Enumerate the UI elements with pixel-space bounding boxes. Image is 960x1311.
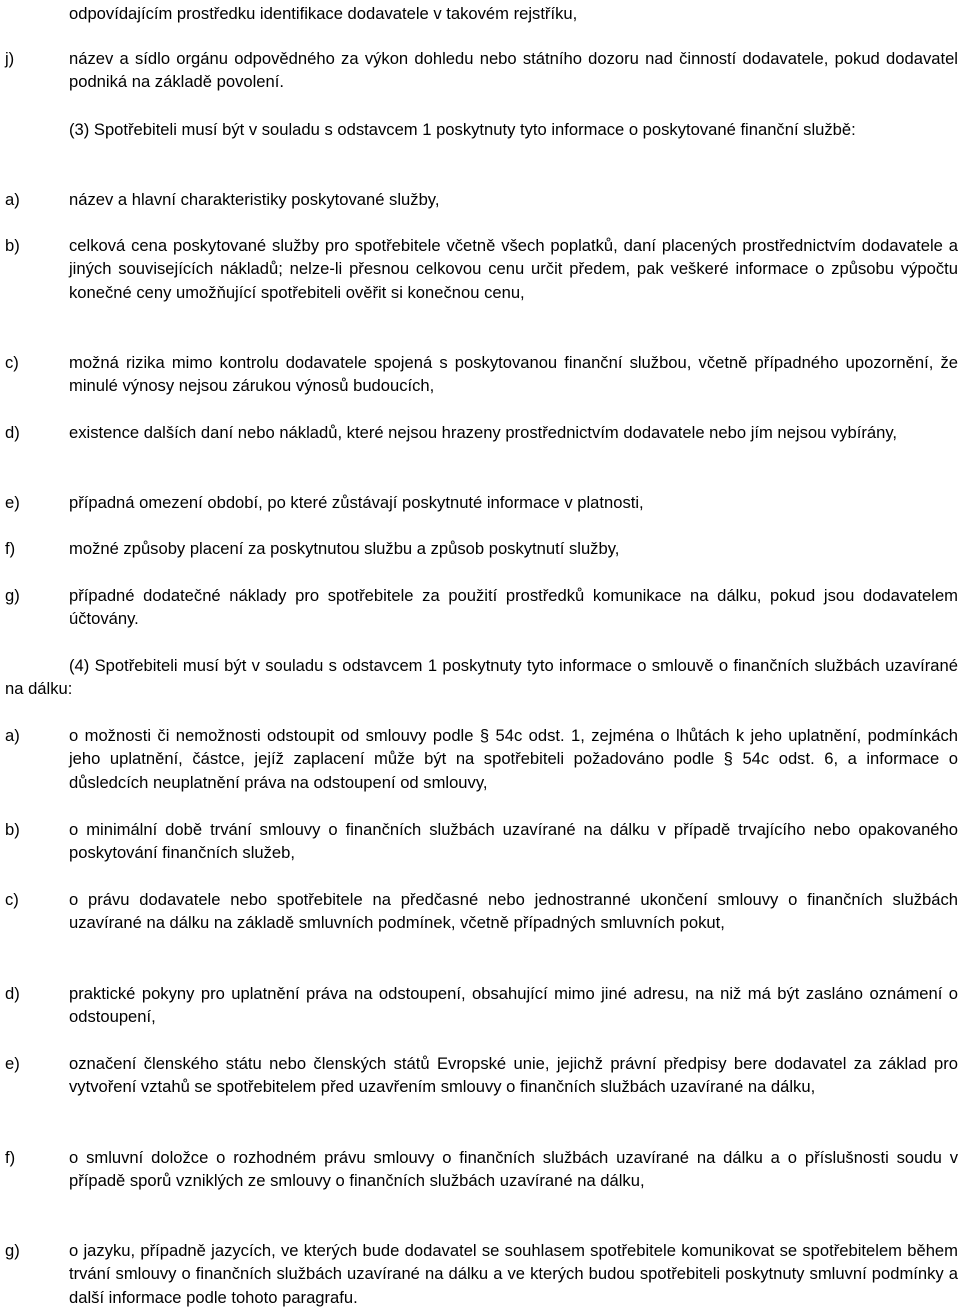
list-item-4g [5, 1239, 958, 1309]
list-item-text: existence dalších daní nebo nákladů, které nejsou hrazeny prostřednictvím dodavatele nebo jím nejsou vybírány, [69, 423, 898, 442]
list-item-text: název a hlavní charakteristiky poskytované služby, [69, 190, 440, 209]
list-item-3a [5, 188, 958, 211]
list-item-3g [5, 584, 958, 631]
list-item-text: o minimální době trvání smlouvy o finančních službách uzavírané na dálku v případě trvajícího nebo opakovaného poskytování finančních služeb, [69, 820, 958, 863]
list-item-label: b) [5, 820, 20, 839]
list-item-label: e) [5, 493, 20, 512]
list-item-text: o jazyku, případně jazycích, ve kterých bude dodavatel se souhlasem spotřebitele komunikovat se spotřebitelem během trvání smlouvy o finančních službách uzavírané na dálku a ve kterých budou spotřebiteli poskytnuty smluvní podmínky a další informace podle tohoto paragrafu. [69, 1241, 958, 1307]
list-item-3c [5, 351, 958, 398]
list-item-3d [5, 421, 958, 444]
list-item-text: celková cena poskytované služby pro spotřebitele včetně všech poplatků, daní placených prostřednictvím dodavatele a jiných souvisejících nákladů; nelze-li přesnou celkovou cenu určit předem, pak veškeré informace o způsobu výpočtu konečné ceny umožňující spotřebiteli ověřit si konečnou cenu, [69, 236, 958, 302]
list-item-4d [5, 982, 958, 1029]
list-item-label: b) [5, 236, 20, 255]
list-item-label: a) [5, 726, 20, 745]
list-item-label: e) [5, 1054, 20, 1073]
list-item-3f [5, 537, 958, 560]
list-item-3b [5, 234, 958, 304]
list-item-label: a) [5, 190, 20, 209]
list-item-text: případné dodatečné náklady pro spotřebitele za použití prostředků komunikace na dálku, pokud jsou dodavatelem účtovány. [69, 586, 958, 629]
list-item-text: označení členského státu nebo členských států Evropské unie, jejichž právní předpisy bere dodavatel za základ pro vytvoření vztahů se spotřebitelem před uzavřením smlouvy o finančních službách uzavírané na dálku, [69, 1054, 958, 1097]
paragraph-4-intro: (4) Spotřebiteli musí být v souladu s odstavcem 1 poskytnuty tyto informace o smlouvě o finančních službách uzavírané na dálku: [5, 656, 958, 699]
list-item-label: g) [5, 586, 20, 605]
list-item-label: f) [5, 1148, 16, 1167]
list-item-text: případná omezení období, po které zůstávají poskytnuté informace v platnosti, [69, 493, 644, 512]
list-item-label: d) [5, 423, 20, 442]
list-item-j [5, 47, 958, 94]
list-item-text: o právu dodavatele nebo spotřebitele na předčasné nebo jednostranné ukončení smlouvy o finančních službách uzavírané na dálku na základě smluvních podmínek, včetně případných smluvních pokut, [69, 890, 958, 933]
list-item-text: o smluvní doložce o rozhodném právu smlouvy o finančních službách uzavírané na dálku a o příslušnosti soudu v případě sporů vzniklých ze smlouvy o finančních službách uzavírané na dálku, [69, 1148, 958, 1191]
list-item-4a [5, 724, 958, 794]
list-item-label: c) [5, 353, 19, 372]
list-item-text: o možnosti či nemožnosti odstoupit od smlouvy podle § 54c odst. 1, zejména o lhůtách k jeho uplatnění, podmínkách jeho uplatnění, částce, jejíž zaplacení může být na spotřebiteli požadováno podle § 54c odst. 6, a informace o důsledcích neuplatnění práva na odstoupení od smlouvy, [69, 726, 958, 792]
list-item-text: možné způsoby placení za poskytnutou službu a způsob poskytnutí služby, [69, 539, 620, 558]
list-item-4b [5, 818, 958, 865]
list-item-text: praktické pokyny pro uplatnění práva na odstoupení, obsahující mimo jiné adresu, na niž má být zasláno oznámení o odstoupení, [69, 984, 958, 1027]
list-item-label: f) [5, 539, 16, 558]
list-item-4c [5, 888, 958, 935]
list-item-text: možná rizika mimo kontrolu dodavatele spojená s poskytovanou finanční službou, včetně případného upozornění, že minulé výnosy nejsou zárukou výnosů budoucích, [69, 353, 958, 396]
list-item-label: d) [5, 984, 20, 1003]
continuation-line: odpovídajícím prostředku identifikace dodavatele v takovém rejstříku, [69, 4, 578, 23]
list-item-label: j) [5, 49, 15, 68]
paragraph-3-intro: (3) Spotřebiteli musí být v souladu s odstavcem 1 poskytnuty tyto informace o poskytované finanční službě: [69, 120, 856, 139]
list-item-label: g) [5, 1241, 20, 1260]
list-item-4e [5, 1052, 958, 1099]
list-item-4f [5, 1146, 958, 1193]
list-item-label: c) [5, 890, 19, 909]
list-item-text: název a sídlo orgánu odpovědného za výkon dohledu nebo státního dozoru nad činností dodavatele, pokud dodavatel podniká na základě povolení. [69, 49, 958, 92]
list-item-3e [5, 491, 958, 514]
